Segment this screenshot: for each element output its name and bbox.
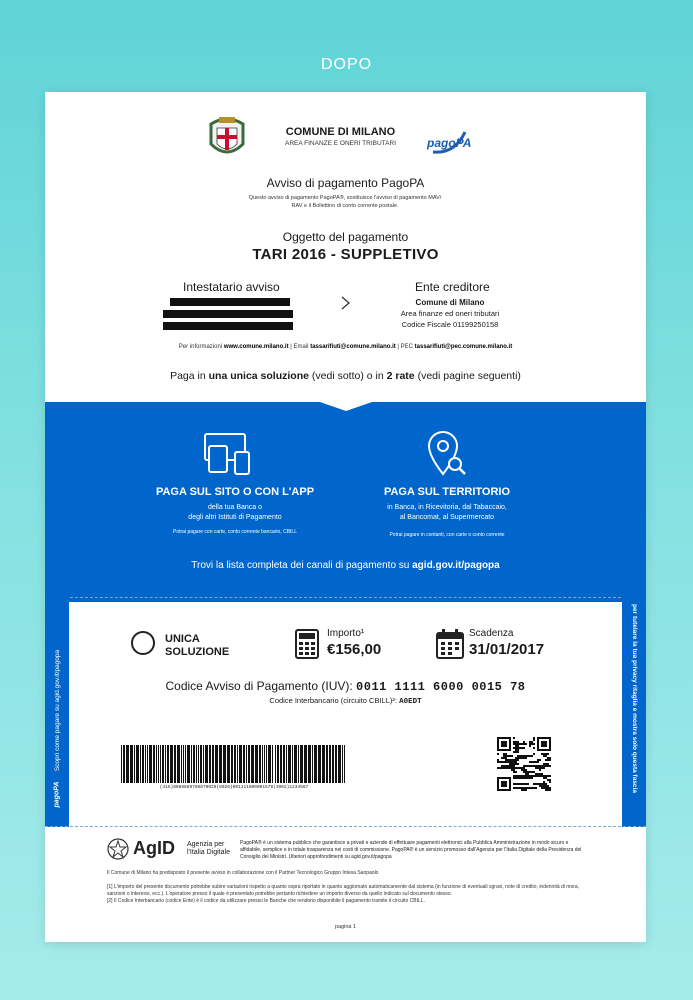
iuv-label: Codice Avviso di Pagamento (IUV):	[165, 679, 353, 693]
comune-area: AREA FINANZE E ONERI TRIBUTARI	[285, 140, 396, 147]
paga-unica: una unica soluzione	[208, 370, 309, 382]
contacts-pec-prefix: PEC	[400, 344, 413, 350]
location-search-icon	[425, 430, 469, 478]
slip-right-strip	[622, 597, 646, 827]
contacts-site-link[interactable]: www.comune.milano.it	[223, 344, 289, 350]
channels-list-pre: Trovi la lista completa dei canali di pagamento su	[191, 560, 410, 571]
channel-territorio-desc1: in Banca, in Ricevitoria, dal Tabaccaio,	[387, 504, 507, 511]
milano-crest-icon	[205, 114, 249, 162]
channel-territorio-desc	[347, 503, 547, 523]
avviso-subtitle: Questo avviso di pagamento PagoPA®, sostituisce l'avviso di pagamento MAV/ RAV e il Bollettino di conto corrente postale.	[248, 195, 442, 209]
channels-list-link[interactable]: agid.gov.it/pagopa	[412, 560, 500, 571]
unica-line2: SOLUZIONE	[165, 646, 230, 658]
slip-right-text: per tutelare la tua privacy ritaglia e mostra solo questa fascia	[631, 604, 638, 793]
page-number: pagina 1	[334, 924, 357, 930]
importo-value: €156,00	[327, 641, 382, 658]
devices-icon	[203, 432, 253, 476]
italian-emblem-icon	[107, 838, 129, 860]
scadenza-value: 31/01/2017	[469, 641, 545, 658]
channel-territorio-desc2: al Bancomat, al Supermercato	[399, 514, 495, 521]
channel-online-desc1: della tua Banca o	[207, 504, 263, 511]
payment-notice	[45, 92, 646, 942]
agid-logo-text: AgID	[133, 838, 175, 858]
agid-subtitle	[187, 841, 230, 857]
ente-name: Comune di Milano	[415, 298, 485, 307]
redacted-bar	[163, 310, 293, 318]
contacts-info-prefix: Per informazioni	[178, 344, 223, 350]
channel-territorio-note: Potrai pagare in contanti, con carte o conto corrente	[389, 532, 505, 538]
footnote-1: [1] L'importo del presente documento potrebbe subire variazioni rispetto a quanto sopra riportato in quanto aggiornato automaticamente dal sistema (in funzione di eventuali sgravi, note di credito, indennità di mora, sanzioni o interessi, ecc.). L'operatore presso il quale è presentato potrebbe pertanto richiedere un importo diverso da quello indicato sul documento stesso.	[107, 884, 580, 897]
oggetto-label: Oggetto del pagamento	[282, 230, 409, 244]
channels-band	[45, 402, 646, 602]
footnotes	[107, 884, 587, 905]
calculator-icon	[295, 629, 319, 659]
channel-online-note: Potrai pagare con carte, conto corrente bancario, CBILL	[173, 529, 297, 535]
cbill-label: Codice Interbancario (circuito CBILL)²:	[269, 696, 397, 705]
pagopa-logo-text: pagoPA	[427, 136, 472, 150]
oggetto-value: TARI 2016 - SUPPLETIVO	[252, 246, 439, 263]
paga-rate: 2 rate	[386, 370, 415, 382]
channels-list-line	[45, 560, 646, 571]
payment-slip	[45, 597, 646, 827]
ente-area: Area finanze ed oneri tributari	[400, 309, 500, 318]
comune-title	[285, 126, 396, 147]
channel-territorio-title: PAGA SUL TERRITORIO	[383, 486, 511, 498]
collab-note: Il Comune di Milano ha predisposto il presente avviso in collaborazione con il Partner Tecnologico Gruppo Intesa Sanpaolo	[107, 870, 379, 876]
unica-line1: UNICA	[165, 633, 200, 645]
notice-header	[45, 112, 646, 162]
avviso-title: Avviso di pagamento PagoPA	[266, 176, 425, 190]
scadenza-label: Scadenza	[469, 628, 514, 639]
cbill-line	[45, 696, 646, 706]
barcode-text: (415)8088889766679020(8020)001111600001578(3902)1234567	[159, 785, 309, 790]
paga-pre: Paga in	[170, 370, 206, 382]
pagopa-side-text: pagoPA	[53, 781, 61, 808]
calendar-icon	[436, 629, 464, 659]
contacts-email-prefix: Email	[293, 344, 309, 350]
paga-mid: (vedi sotto) o in	[311, 370, 384, 382]
contacts-pec-link[interactable]: tassarifiuti@pec.comune.milano.it	[414, 344, 513, 350]
chevron-right-icon	[338, 296, 352, 310]
intestatario-label: Intestatario avviso	[183, 280, 280, 294]
agid-sub2: l'Italia Digitale	[187, 849, 230, 856]
redacted-bar	[163, 322, 293, 330]
pagopa-logo	[425, 122, 473, 156]
band-notch-top	[320, 402, 372, 411]
page-label: DOPO	[320, 56, 373, 73]
agid-description: PagoPA® è un sistema pubblico che garantisce a privati e aziende di effettuare pagamenti elettronici alla Pubblica Amministrazione in modo sicuro e affidabile, semplice e in totale trasparenza nei costi di commissione. PagoPA® è un servizio promosso dall'Agenzia per l'Italia Digitale della Presidenza del Consiglio dei Ministri. Ulteriori approfondimenti su agid.gov.it/pagopa	[240, 840, 582, 860]
ente-details	[375, 297, 525, 330]
cbill-value: A0EDT	[399, 698, 422, 706]
footnote-2: [2] Il Codice Interbancario (codice Ente) è il codice da utilizzare presso le Banche che rendono disponibile il pagamento tramite il circuito CBILL.	[107, 898, 425, 904]
slip-left-strip	[45, 597, 69, 827]
agid-sub1: Agenzia per	[187, 841, 225, 848]
iuv-value: 0011 1111 6000 0015 78	[356, 680, 526, 694]
paga-post: (vedi pagine seguenti)	[417, 370, 521, 382]
redacted-bar	[170, 298, 290, 306]
unica-soluzione	[165, 633, 229, 659]
checkbox-circle-icon[interactable]	[131, 631, 155, 655]
importo-label: Importo¹	[327, 628, 365, 639]
contacts-line: Per informazioni www.comune.milano.it | Email tassarifiuti@comune.milano.it | PEC tassarifiuti@pec.comune.milano.it	[178, 344, 513, 350]
channel-online-desc2: degli altri Istituti di Pagamento	[188, 514, 282, 521]
cut-line-bottom	[45, 826, 646, 827]
contacts-email-link[interactable]: tassarifiuti@comune.milano.it	[310, 344, 396, 350]
ente-cf: Codice Fiscale 01199250158	[401, 320, 499, 329]
qr-code-icon	[497, 737, 551, 791]
slip-left-text: Scopri come pagare su agid.gov.it/pagopa	[54, 649, 61, 772]
paga-instructions	[45, 370, 646, 382]
barcode-icon	[121, 745, 347, 783]
channel-online-desc	[135, 503, 335, 523]
ente-label: Ente creditore	[415, 280, 490, 294]
pagopa-side-logo	[50, 781, 64, 809]
channel-online-title: PAGA SUL SITO O CON L'APP	[155, 486, 315, 498]
comune-name: COMUNE DI MILANO	[285, 126, 396, 138]
cut-line-top	[45, 597, 646, 598]
iuv-line	[45, 679, 646, 694]
